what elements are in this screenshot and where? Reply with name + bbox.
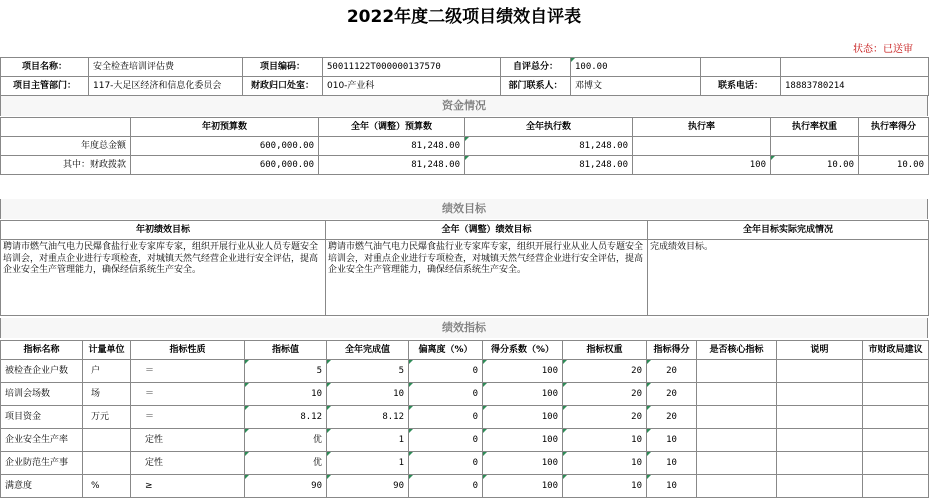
- indicator-coefficient[interactable]: 100: [483, 429, 563, 452]
- fund-cell[interactable]: 81,248.00: [465, 137, 633, 156]
- indicator-note[interactable]: [777, 360, 863, 383]
- indicator-target[interactable]: 优: [245, 429, 327, 452]
- indicator-core[interactable]: [697, 406, 777, 429]
- fund-cell[interactable]: 10.00: [771, 156, 859, 175]
- indicator-deviation[interactable]: 0: [409, 360, 483, 383]
- indicator-score[interactable]: 20: [647, 383, 697, 406]
- indicators-header-row: [1, 341, 929, 360]
- indicator-coefficient[interactable]: 100: [483, 360, 563, 383]
- indicator-deviation[interactable]: 0: [409, 406, 483, 429]
- indicator-header: 说明: [777, 341, 863, 360]
- fund-cell[interactable]: 600,000.00: [131, 156, 319, 175]
- table-row: [1, 429, 929, 452]
- indicator-header: 全年完成值: [327, 341, 409, 360]
- indicator-suggestion[interactable]: [863, 452, 929, 475]
- indicator-target[interactable]: 优: [245, 452, 327, 475]
- indicator-name[interactable]: 企业安全生产率: [1, 429, 83, 452]
- project-name-label: 项目名称：: [1, 58, 89, 77]
- goals-header: 全年目标实际完成情况: [648, 221, 929, 240]
- indicator-header: 指标值: [245, 341, 327, 360]
- empty-cell: [781, 58, 929, 77]
- indicator-score[interactable]: 20: [647, 406, 697, 429]
- indicator-core[interactable]: [697, 452, 777, 475]
- contact-value[interactable]: 邓博文: [571, 77, 701, 96]
- indicator-weight[interactable]: 10: [563, 429, 647, 452]
- indicator-actual[interactable]: 1: [327, 429, 409, 452]
- table-row: [1, 452, 929, 475]
- indicator-nature[interactable]: ＝: [131, 383, 245, 406]
- indicator-unit[interactable]: [83, 452, 131, 475]
- indicator-actual[interactable]: 8.12: [327, 406, 409, 429]
- dept-label: 项目主管部门：: [1, 77, 89, 96]
- indicator-target[interactable]: 10: [245, 383, 327, 406]
- indicator-suggestion[interactable]: [863, 383, 929, 406]
- indicator-actual[interactable]: 5: [327, 360, 409, 383]
- indicator-deviation[interactable]: 0: [409, 383, 483, 406]
- goals-header-row: [1, 221, 929, 240]
- indicator-coefficient[interactable]: 100: [483, 406, 563, 429]
- indicator-target[interactable]: 8.12: [245, 406, 327, 429]
- fund-header-row: [1, 118, 929, 137]
- indicator-note[interactable]: [777, 429, 863, 452]
- indicator-suggestion[interactable]: [863, 475, 929, 498]
- indicator-header: 得分系数（%）: [483, 341, 563, 360]
- fund-cell[interactable]: 81,248.00: [319, 156, 465, 175]
- fund-cell[interactable]: [859, 137, 929, 156]
- indicator-unit[interactable]: %: [83, 475, 131, 498]
- indicator-weight[interactable]: 20: [563, 383, 647, 406]
- fund-section-header: 资金情况: [0, 96, 928, 116]
- fund-header: [1, 118, 131, 137]
- indicator-note[interactable]: [777, 475, 863, 498]
- indicators-table: [0, 340, 929, 498]
- table-row: [1, 475, 929, 498]
- fund-header: 全年（调整）预算数: [319, 118, 465, 137]
- indicator-core[interactable]: [697, 360, 777, 383]
- indicator-header: 指标得分: [647, 341, 697, 360]
- fund-header: 年初预算数: [131, 118, 319, 137]
- indicator-nature[interactable]: 定性: [131, 452, 245, 475]
- indicator-header: 是否核心指标: [697, 341, 777, 360]
- indicator-deviation[interactable]: 0: [409, 452, 483, 475]
- goals-header: 年初绩效目标: [1, 221, 326, 240]
- fund-header: 执行率权重: [771, 118, 859, 137]
- indicator-note[interactable]: [777, 406, 863, 429]
- fund-cell[interactable]: [633, 137, 771, 156]
- indicator-name[interactable]: 培训会场数: [1, 383, 83, 406]
- indicator-nature[interactable]: ＝: [131, 360, 245, 383]
- fund-cell[interactable]: 600,000.00: [131, 137, 319, 156]
- indicator-weight[interactable]: 20: [563, 406, 647, 429]
- indicator-suggestion[interactable]: [863, 406, 929, 429]
- indicator-header: 指标名称: [1, 341, 83, 360]
- fund-row-label: 年度总金额: [1, 137, 131, 156]
- indicators-body: [1, 360, 929, 498]
- project-info-table: [0, 57, 929, 96]
- indicator-weight[interactable]: 20: [563, 360, 647, 383]
- indicator-weight[interactable]: 10: [563, 475, 647, 498]
- indicator-suggestion[interactable]: [863, 429, 929, 452]
- indicator-deviation[interactable]: 0: [409, 475, 483, 498]
- indicator-unit[interactable]: 户: [83, 360, 131, 383]
- fund-cell[interactable]: 81,248.00: [319, 137, 465, 156]
- indicator-suggestion[interactable]: [863, 360, 929, 383]
- fund-cell[interactable]: 10.00: [859, 156, 929, 175]
- adjusted-goal-text[interactable]: 聘请市燃气油气电力民爆食盐行业专家库专家，组织开展行业从业人员专题安全培训会，对重点企业进行专项检查，对城镇天然气经营企业进行安全评估，提高企业安全生产管理能力，确保经信系统生产安全。: [326, 240, 648, 316]
- fund-header: 全年执行数: [465, 118, 633, 137]
- indicator-actual[interactable]: 10: [327, 383, 409, 406]
- finance-label: 财政归口处室：: [243, 77, 323, 96]
- indicator-note[interactable]: [777, 452, 863, 475]
- fund-table: [0, 117, 929, 175]
- indicator-coefficient[interactable]: 100: [483, 383, 563, 406]
- fund-cell[interactable]: [771, 137, 859, 156]
- goals-section-header: 绩效目标: [0, 199, 928, 219]
- score-label: 自评总分：: [501, 58, 571, 77]
- initial-goal-text[interactable]: 聘请市燃气油气电力民爆食盐行业专家库专家，组织开展行业从业人员专题安全培训会，对重点企业进行专项检查，对城镇天然气经营企业进行安全评估，提高企业安全生产管理能力，确保经信系统生产安全。: [1, 240, 326, 316]
- status-badge: 状态：已送审: [853, 44, 913, 55]
- table-row: [1, 360, 929, 383]
- indicator-score[interactable]: 10: [647, 452, 697, 475]
- score-value[interactable]: 100.00: [571, 58, 701, 77]
- table-row: [1, 383, 929, 406]
- fund-cell[interactable]: 81,248.00: [465, 156, 633, 175]
- indicator-nature[interactable]: ≥: [131, 475, 245, 498]
- indicator-actual[interactable]: 1: [327, 452, 409, 475]
- indicator-weight[interactable]: 10: [563, 452, 647, 475]
- contact-label: 部门联系人：: [501, 77, 571, 96]
- table-row: [1, 406, 929, 429]
- indicator-header: 指标权重: [563, 341, 647, 360]
- indicator-nature[interactable]: 定性: [131, 429, 245, 452]
- indicator-score[interactable]: 20: [647, 360, 697, 383]
- indicator-score[interactable]: 10: [647, 475, 697, 498]
- indicator-unit[interactable]: 万元: [83, 406, 131, 429]
- fund-cell[interactable]: 100: [633, 156, 771, 175]
- indicator-score[interactable]: 10: [647, 429, 697, 452]
- indicator-core[interactable]: [697, 475, 777, 498]
- indicator-core[interactable]: [697, 429, 777, 452]
- empty-cell: [701, 58, 781, 77]
- goals-table: [0, 220, 929, 316]
- indicators-section-header: 绩效指标: [0, 318, 928, 338]
- indicator-header: 市财政局建议: [863, 341, 929, 360]
- indicator-coefficient[interactable]: 100: [483, 475, 563, 498]
- fund-header: 执行率得分: [859, 118, 929, 137]
- finance-value[interactable]: 010-产业科: [323, 77, 501, 96]
- indicator-header: 偏离度（%）: [409, 341, 483, 360]
- indicator-core[interactable]: [697, 383, 777, 406]
- indicator-name[interactable]: 企业防范生产事: [1, 452, 83, 475]
- table-row: [1, 156, 929, 175]
- indicator-nature[interactable]: ＝: [131, 406, 245, 429]
- fund-row-label: 其中：财政拨款: [1, 156, 131, 175]
- indicator-name[interactable]: 满意度: [1, 475, 83, 498]
- project-name-value[interactable]: 安全检查培训评估费: [89, 58, 243, 77]
- fund-header: 执行率: [633, 118, 771, 137]
- actual-completion-text[interactable]: 完成绩效目标。: [648, 240, 929, 316]
- indicator-note[interactable]: [777, 383, 863, 406]
- project-code-label: 项目编码：: [243, 58, 323, 77]
- indicator-deviation[interactable]: 0: [409, 429, 483, 452]
- indicator-target[interactable]: 90: [245, 475, 327, 498]
- indicator-coefficient[interactable]: 100: [483, 452, 563, 475]
- indicator-actual[interactable]: 90: [327, 475, 409, 498]
- indicator-target[interactable]: 5: [245, 360, 327, 383]
- page-title: 2022年度二级项目绩效自评表: [346, 7, 582, 27]
- phone-value[interactable]: 18883780214: [781, 77, 929, 96]
- project-code-value[interactable]: 50011122T000000137570: [323, 58, 501, 77]
- goals-header: 全年（调整）绩效目标: [326, 221, 648, 240]
- dept-value[interactable]: 117-大足区经济和信息化委员会: [89, 77, 243, 96]
- indicator-name[interactable]: 被检查企业户数: [1, 360, 83, 383]
- phone-label: 联系电话：: [701, 77, 781, 96]
- indicator-header: 计量单位: [83, 341, 131, 360]
- table-row: [1, 137, 929, 156]
- indicator-unit[interactable]: 场: [83, 383, 131, 406]
- indicator-name[interactable]: 项目资金: [1, 406, 83, 429]
- indicator-header: 指标性质: [131, 341, 245, 360]
- indicator-unit[interactable]: [83, 429, 131, 452]
